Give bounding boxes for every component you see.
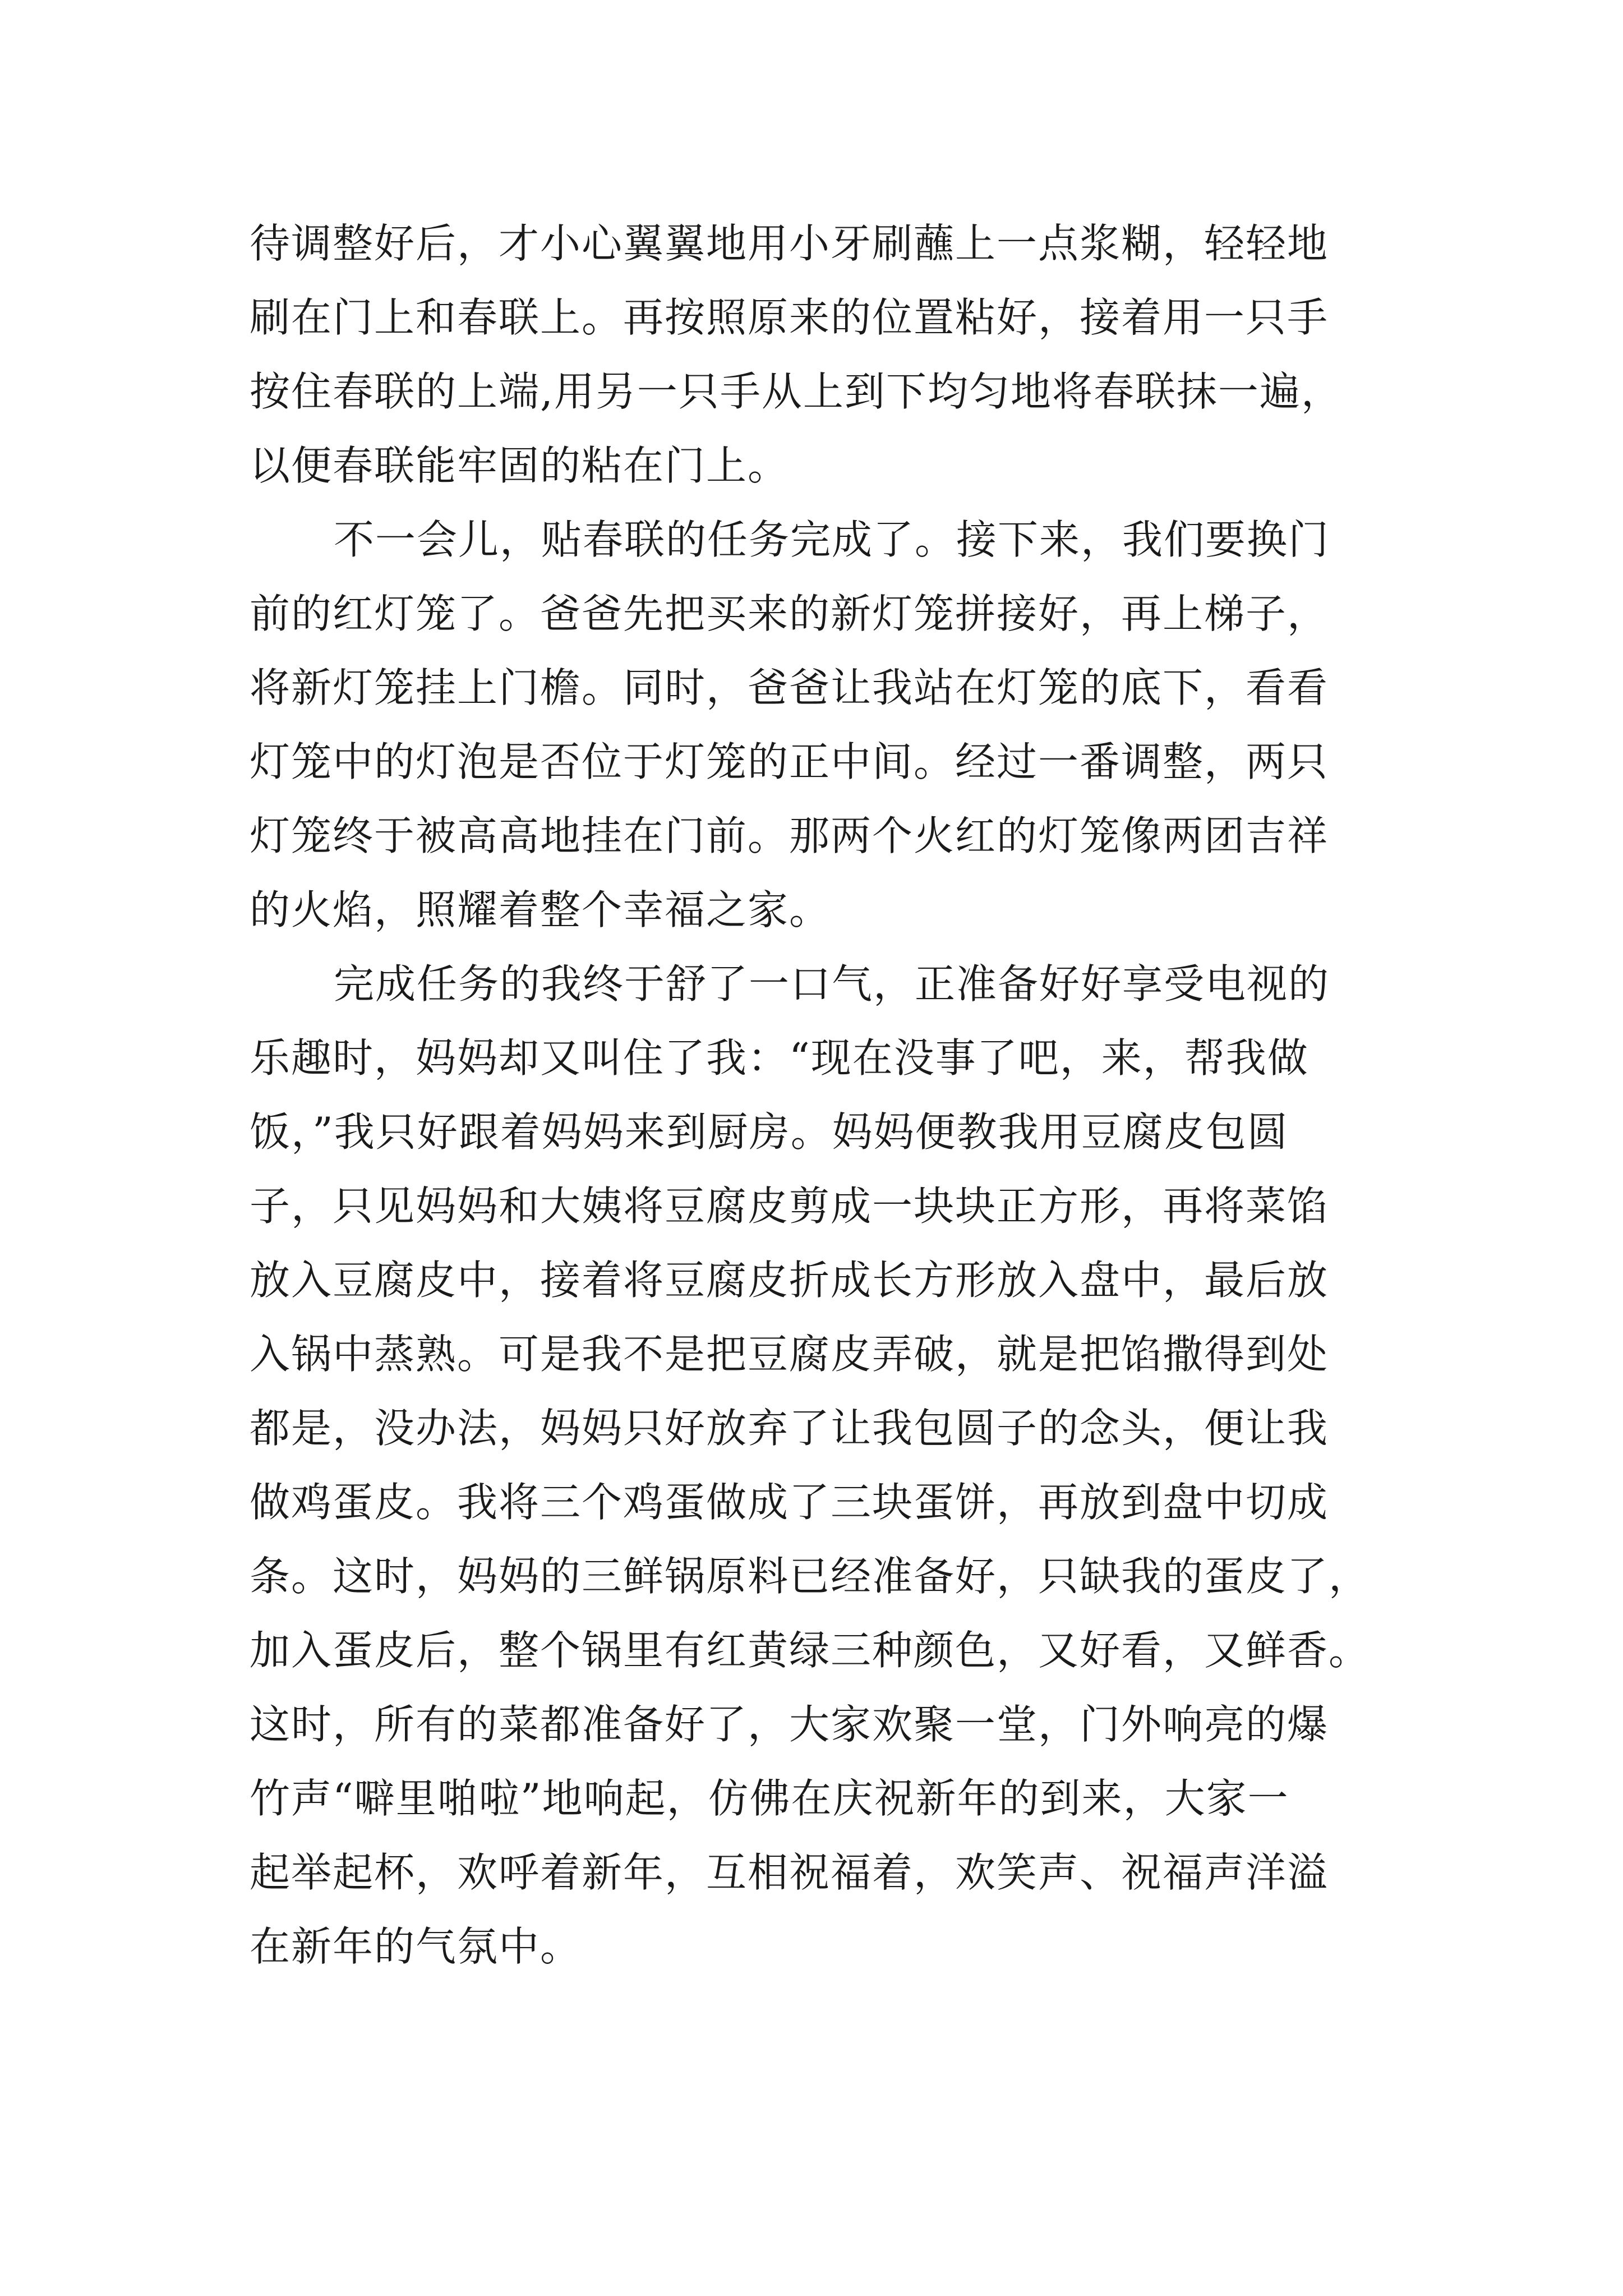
text-line: 待调整好后，才小心翼翼地用小牙刷蘸上一点浆糊，轻轻地: [250, 220, 1329, 267]
text-line: 按住春联的上端,用另一只手从上到下均匀地将春联抹一遍，: [250, 368, 1343, 415]
text-line: 在新年的气氛中。: [250, 1923, 582, 1970]
paragraph-first-line: 不一会儿，贴春联的任务完成了。接下来，我们要换门: [334, 516, 1330, 563]
text-line: 刷在门上和春联上。再按照原来的位置粘好，接着用一只手: [250, 294, 1329, 341]
text-line: 子，只见妈妈和大姨将豆腐皮剪成一块块正方形，再将菜馅: [250, 1182, 1329, 1230]
text-line: 做鸡蛋皮。我将三个鸡蛋做成了三块蛋饼，再放到盘中切成: [250, 1479, 1329, 1526]
text-line: 乐趣时，妈妈却又叫住了我：“现在没事了吧，来，帮我做: [250, 1034, 1309, 1082]
text-line: 入锅中蒸熟。可是我不是把豆腐皮弄破，就是把馅撒得到处: [250, 1331, 1329, 1378]
document-body: [250, 206, 1450, 1984]
text-line: 前的红灯笼了。爸爸先把买来的新灯笼拼接好，再上梯子，: [250, 590, 1329, 637]
text-line: 灯笼终于被高高地挂在门前。那两个火红的灯笼像两团吉祥: [250, 812, 1329, 859]
text-line: 将新灯笼挂上门檐。同时，爸爸让我站在灯笼的底下，看看: [250, 664, 1329, 711]
text-line: 放入豆腐皮中，接着将豆腐皮折成长方形放入盘中，最后放: [250, 1257, 1329, 1304]
paragraph-first-line: 完成任务的我终于舒了一口气，正准备好好享受电视的: [334, 960, 1330, 1007]
text-line: 这时，所有的菜都准备好了，大家欢聚一堂，门外响亮的爆: [250, 1701, 1329, 1748]
text-line: 以便春联能牢固的粘在门上。: [250, 442, 790, 489]
text-line: 都是，没办法，妈妈只好放弃了让我包圆子的念头，便让我: [250, 1405, 1329, 1452]
text-line: 竹声“噼里啪啦”地响起，仿佛在庆祝新年的到来，大家一: [250, 1775, 1289, 1822]
text-line: 灯笼中的灯泡是否位于灯笼的正中间。经过一番调整，两只: [250, 738, 1329, 785]
text-line: 加入蛋皮后，整个锅里有红黄绿三种颜色，又好看，又鲜香。: [250, 1627, 1371, 1674]
text-line: 饭，”我只好跟着妈妈来到厨房。妈妈便教我用豆腐皮包圆: [250, 1108, 1289, 1156]
text-line: 起举起杯，欢呼着新年，互相祝福着，欢笑声、祝福声洋溢: [250, 1849, 1329, 1896]
text-line: 条。这时，妈妈的三鲜锅原料已经准备好，只缺我的蛋皮了，: [250, 1553, 1371, 1600]
text-line: 的火焰，照耀着整个幸福之家。: [250, 886, 831, 933]
